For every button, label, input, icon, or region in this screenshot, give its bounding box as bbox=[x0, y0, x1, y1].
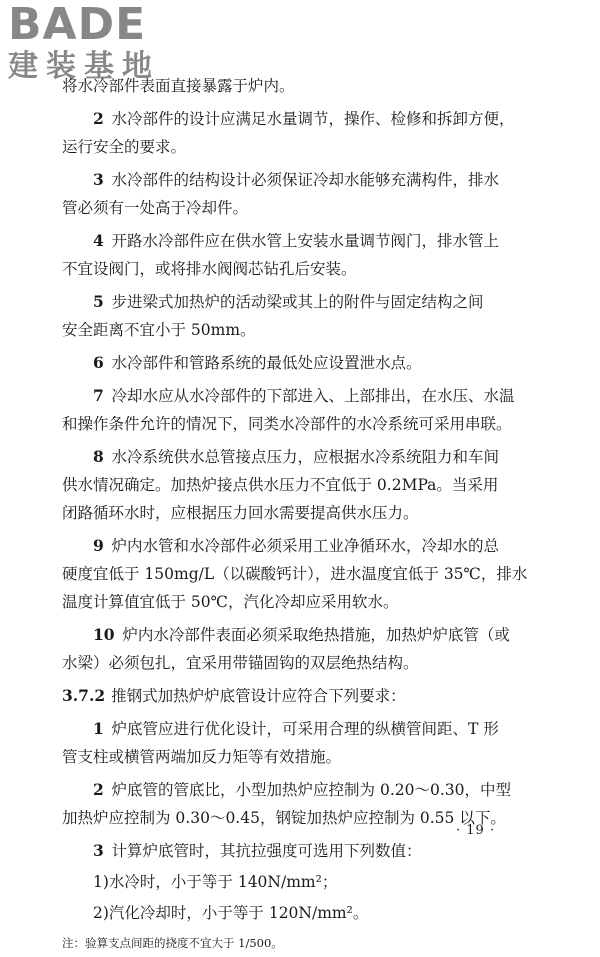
clause-text: 硬度宜低于 150mg/L（以碳酸钙计），进水温度宜低于 35℃，排水 bbox=[62, 565, 528, 583]
clause-text: 供水情况确定。加热炉接点供水压力不宜低于 0.2MPa。当采用 bbox=[62, 476, 499, 494]
clause-text: 不宜设阀门，或将排水阀阀芯钻孔后安装。 bbox=[62, 260, 357, 278]
section-title: 推钢式加热炉炉底管设计应符合下列要求： bbox=[111, 687, 406, 705]
clause-number: 4 bbox=[93, 231, 104, 250]
clause-text: 温度计算值宜低于 50℃，汽化冷却应采用软水。 bbox=[62, 593, 399, 611]
clause-text: 管支柱或横管两端加反力矩等有效措施。 bbox=[62, 748, 342, 766]
watermark-logo-text: BADE bbox=[8, 0, 147, 50]
clause-text: 水冷部件的设计应满足水量调节，操作、检修和拆卸方便， bbox=[111, 110, 515, 128]
clause-item bbox=[62, 443, 540, 471]
section-items bbox=[62, 715, 540, 865]
clause-item bbox=[62, 776, 540, 804]
clause-text: 水冷系统供水总管接点压力，应根据水冷系统阻力和车间 bbox=[111, 448, 500, 466]
clause-text: 闭路循环水时，应根据压力回水需要提高供水压力。 bbox=[62, 504, 419, 522]
section-heading bbox=[62, 682, 540, 710]
clause-item bbox=[62, 621, 540, 649]
clause-item bbox=[62, 382, 540, 410]
clause-item bbox=[62, 532, 540, 560]
clause-item bbox=[62, 227, 540, 255]
clause-number: 3 bbox=[93, 170, 104, 189]
clause-number: 2 bbox=[93, 109, 104, 128]
section-number: 3.7.2 bbox=[62, 686, 106, 705]
clause-items bbox=[62, 105, 540, 677]
clause-number: 2 bbox=[93, 780, 104, 799]
clause-item-continuation bbox=[62, 743, 540, 771]
sub-item: 2)汽化冷却时，小于等于 120N/mm²。 bbox=[93, 904, 369, 922]
clause-item-continuation bbox=[62, 560, 540, 588]
clause-item-continuation bbox=[62, 649, 540, 677]
clause-number: 1 bbox=[93, 719, 104, 738]
clause-text: 炉内水管和水冷部件必须采用工业净循环水，冷却水的总 bbox=[111, 537, 500, 555]
clause-text: 加热炉应控制为 0.30～0.45，钢锭加热炉应控制为 0.55 以下。 bbox=[62, 809, 506, 827]
clause-text: 水冷部件和管路系统的最低处应设置泄水点。 bbox=[111, 354, 422, 372]
watermark-subtitle: 建装基地 bbox=[8, 49, 160, 84]
continued-line: 将水冷部件表面直接暴露于炉内。 bbox=[62, 77, 295, 95]
clause-text: 炉底管应进行优化设计，可采用合理的纵横管间距、T 形 bbox=[111, 720, 499, 738]
clause-item-continuation bbox=[62, 410, 540, 438]
clause-text: 安全距离不宜小于 50mm。 bbox=[62, 321, 256, 339]
clause-item bbox=[62, 349, 540, 377]
clause-number: 9 bbox=[93, 536, 104, 555]
clause-item-continuation bbox=[62, 194, 540, 222]
clause-text: 管必须有一处高于冷却件。 bbox=[62, 199, 249, 217]
sub-items bbox=[62, 868, 540, 927]
sub-item: 1)水冷时，小于等于 140N/mm²； bbox=[93, 873, 338, 891]
clause-item-continuation bbox=[62, 255, 540, 283]
clause-item bbox=[62, 837, 540, 865]
clause-item-continuation bbox=[62, 588, 540, 616]
clause-item-continuation bbox=[62, 133, 540, 161]
clause-text: 步进梁式加热炉的活动梁或其上的附件与固定结构之间 bbox=[111, 293, 484, 311]
clause-number: 10 bbox=[93, 625, 115, 644]
clause-item bbox=[62, 166, 540, 194]
clause-text: 和操作条件允许的情况下，同类水冷部件的水冷系统可采用串联。 bbox=[62, 415, 512, 433]
clause-item-continuation bbox=[62, 499, 540, 527]
clause-number: 5 bbox=[93, 292, 104, 311]
clause-number: 8 bbox=[93, 447, 104, 466]
clause-text: 炉内水冷部件表面必须采取绝热措施，加热炉炉底管（或 bbox=[122, 626, 510, 644]
clause-text: 开路水冷部件应在供水管上安装水量调节阀门，排水管上 bbox=[111, 232, 500, 250]
clause-text: 运行安全的要求。 bbox=[62, 138, 187, 156]
clause-text: 计算炉底管时，其抗拉强度可选用下列数值： bbox=[111, 842, 422, 860]
clause-number: 6 bbox=[93, 353, 104, 372]
clause-text: 炉底管的管底比，小型加热炉应控制为 0.20～0.30，中型 bbox=[111, 781, 511, 799]
clause-item bbox=[62, 105, 540, 133]
clause-item bbox=[62, 715, 540, 743]
footnote: 注：验算支点间距的挠度不宜大于 1/500。 bbox=[62, 936, 283, 950]
clause-number: 7 bbox=[93, 386, 104, 405]
page-number: · 19 · bbox=[456, 823, 496, 838]
clause-item-continuation bbox=[62, 316, 540, 344]
clause-text: 水梁）必须包扎，宜采用带锚固钩的双层绝热结构。 bbox=[62, 654, 419, 672]
clause-item bbox=[62, 288, 540, 316]
clause-text: 冷却水应从水冷部件的下部进入、上部排出，在水压、水温 bbox=[111, 387, 515, 405]
clause-text: 水冷部件的结构设计必须保证冷却水能够充满构件，排水 bbox=[111, 171, 500, 189]
clause-number: 3 bbox=[93, 841, 104, 860]
clause-item-continuation bbox=[62, 471, 540, 499]
